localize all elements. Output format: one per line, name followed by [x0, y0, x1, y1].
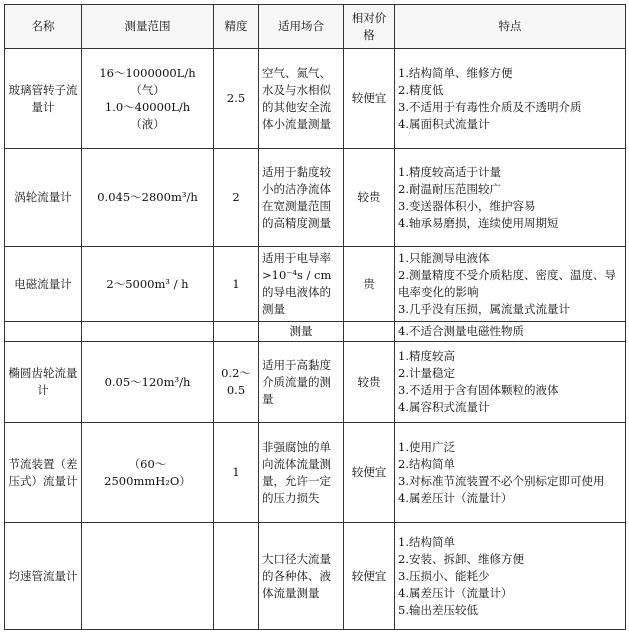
measure-range [82, 149, 214, 247]
usage: 适用于电导率>10⁻⁴s / cm的导电液体的测量 [259, 247, 344, 322]
feature-item: 3.对标准节流装置不必个别标定即可使用 [398, 473, 605, 488]
feature-item: 2.安装、拆卸、维修方便 [398, 551, 524, 566]
feature-item: 3.压损小、能耗少 [398, 568, 490, 583]
range-line: 2500mmH₂O） [104, 473, 191, 488]
usage: 大口径大流量的各种体、液体流量测量 [259, 523, 344, 630]
meter-name: 涡轮流量计 [5, 149, 82, 247]
precision: 2 [214, 149, 259, 247]
meter-name: 节流装置（差压式）流量计 [5, 423, 82, 523]
feature-item: 1.结构简单、维修方便 [398, 65, 513, 80]
features [395, 49, 626, 149]
features [395, 247, 626, 322]
measure-range [82, 342, 214, 423]
header-features: 特点 [395, 5, 626, 49]
usage: 空气、氮气、水及与水相似的其他安全流体小流量测量 [259, 49, 344, 149]
feature-item: 3.几乎没有压损，属流量式流量计 [398, 302, 570, 316]
relative-price: 较便宜 [344, 523, 395, 630]
relative-price: 较便宜 [344, 423, 395, 523]
relative-price: 较贵 [344, 342, 395, 423]
feature-item: 2.结构简单 [398, 456, 455, 471]
table-row [5, 49, 626, 149]
feature-item: 1.精度较高适于计量 [398, 164, 501, 179]
table-row-continuation [5, 322, 626, 342]
feature-item: 3.不适用于含有固体颗粒的液体 [398, 383, 559, 397]
feature-item: 4.属差压计（流量计） [398, 585, 513, 600]
precision: 0.2～0.5 [214, 342, 259, 423]
feature-item: 1.结构简单 [398, 534, 455, 549]
relative-price: 较便宜 [344, 49, 395, 149]
range-line: 16～1000000L/h [99, 65, 196, 80]
feature-item: 4.属面积式流量计 [398, 116, 490, 131]
range-line: 1.0～40000L/h [104, 99, 191, 114]
measure-range [82, 49, 214, 149]
header-row [5, 5, 626, 49]
features [395, 149, 626, 247]
range-line: （60～ [128, 456, 167, 471]
range-line: 0.05～120m³/h [104, 374, 191, 389]
usage-continuation: 测量 [259, 322, 344, 342]
precision: 1 [214, 423, 259, 523]
precision: 2.5 [214, 49, 259, 149]
empty-cell [82, 322, 214, 342]
meter-name: 玻璃管转子流量计 [5, 49, 82, 149]
feature-item: 1.使用广泛 [398, 439, 455, 454]
flowmeter-table [4, 4, 626, 630]
feature-item: 4.轴承易磨损，连续使用周期短 [398, 215, 559, 230]
header-name: 名称 [5, 5, 82, 49]
feature-item: 2.计量稳定 [398, 366, 455, 380]
feature-item: 1.精度较高 [398, 349, 455, 363]
range-line: 0.045～2800m³/h [97, 190, 198, 204]
table-row [5, 247, 626, 322]
features [395, 423, 626, 523]
table-row [5, 523, 626, 630]
range-line: 2～5000m³ / h [106, 276, 189, 291]
empty-cell [214, 322, 259, 342]
header-usage: 适用场合 [259, 5, 344, 49]
empty-cell [344, 322, 395, 342]
feature-item: 4.属差压计（流量计） [398, 490, 513, 505]
empty-cell [5, 322, 82, 342]
feature-item: 4.不适合测量电磁性物质 [395, 322, 626, 342]
usage: 适用于黏度较小的洁净流体在宽测量范围的高精度测量 [259, 149, 344, 247]
features [395, 523, 626, 630]
usage: 适用于高黏度介质流量的测量 [259, 342, 344, 423]
meter-name: 电磁流量计 [5, 247, 82, 322]
table-row [5, 342, 626, 423]
feature-item: 2.测量精度不受介质粘度、密度、温度、导电率变化的影响 [398, 268, 616, 299]
header-price: 相对价格 [344, 5, 395, 49]
precision [214, 523, 259, 630]
meter-name: 椭圆齿轮流量计 [5, 342, 82, 423]
measure-range [82, 523, 214, 630]
relative-price: 较贵 [344, 149, 395, 247]
measure-range [82, 423, 214, 523]
header-range: 测量范围 [82, 5, 214, 49]
relative-price: 贵 [344, 247, 395, 322]
feature-item: 5.输出差压较低 [398, 602, 478, 617]
meter-name: 均速管流量计 [5, 523, 82, 630]
feature-item: 1.只能测导电液体 [398, 251, 490, 265]
feature-item: 2.精度低 [398, 82, 444, 97]
header-precision: 精度 [214, 5, 259, 49]
range-line: （气） [130, 82, 165, 97]
feature-item: 3.不适用于有毒性介质及不透明介质 [398, 99, 582, 114]
precision: 1 [214, 247, 259, 322]
table-row [5, 149, 626, 247]
feature-item: 4.属容积式流量计 [398, 400, 490, 414]
table-row [5, 423, 626, 523]
measure-range [82, 247, 214, 322]
usage: 非强腐蚀的单向流体流量测量，允许一定的压力损失 [259, 423, 344, 523]
range-line: （液） [130, 116, 165, 131]
feature-item: 3.变送器体积小，维护容易 [398, 198, 536, 213]
features [395, 342, 626, 423]
feature-item: 2.耐温耐压范围较广 [398, 181, 501, 196]
